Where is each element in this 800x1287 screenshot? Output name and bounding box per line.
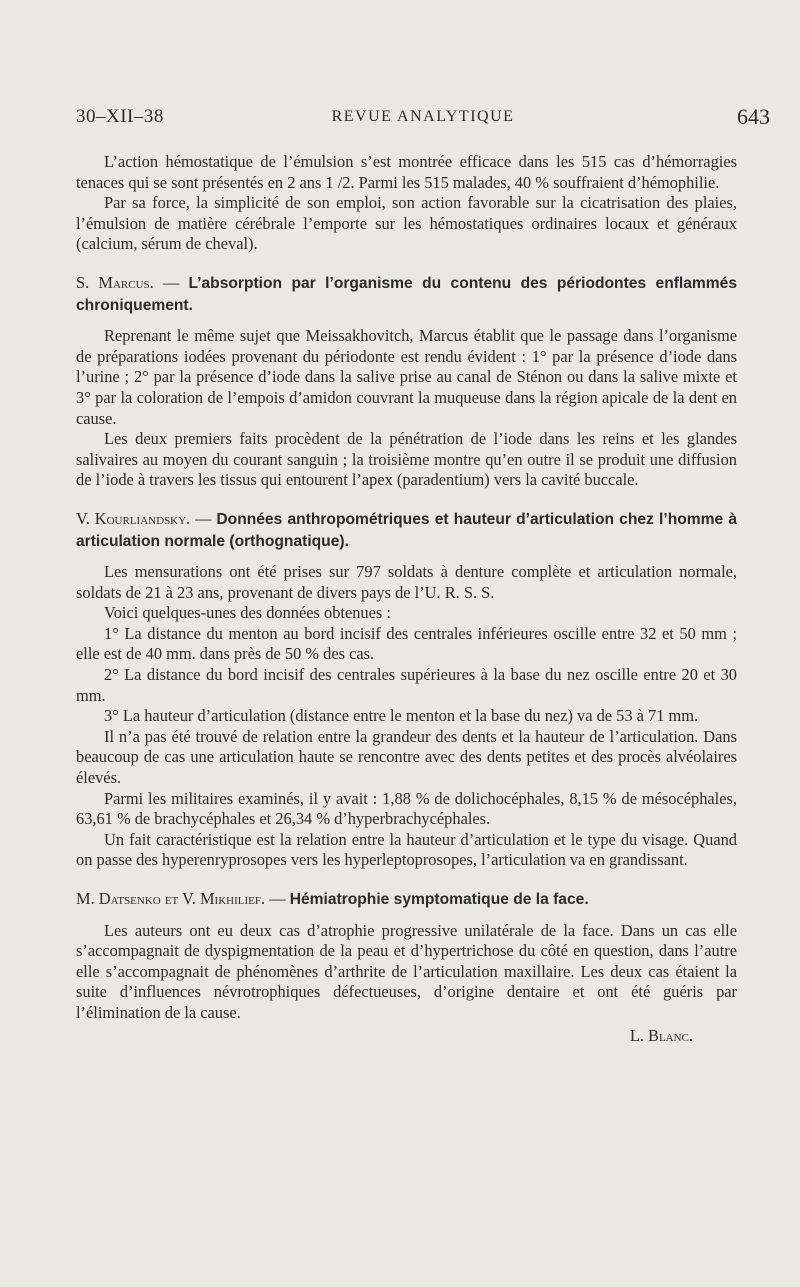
paragraph: 2° La distance du bord incisif des centrales supérieures à la base du nez oscille entre 20 et 30 mm.: [76, 665, 737, 705]
paragraph: Un fait caractéristique est la relation entre la hauteur d’articulation et le type du visage. Quand on passe des hyperenryprosopes vers les hyperleptoprosopes, l’articulation va en grandissant.: [76, 829, 737, 870]
article-author: M. Datsenko et V. Mikhilief.: [76, 889, 266, 908]
paragraph: Par sa force, la simplicité de son emploi, son action favorable sur la cicatrisation des plaies, l’émulsion de matière cérébrale l’emporte sur les hémostatiques ordinaires locaux et généraux (calcium, sérum de cheval).: [76, 193, 737, 254]
article-body: [76, 152, 737, 1046]
paragraph: 3° La hauteur d’articulation (distance entre le menton et la base du nez) va de 53 à 71 mm.: [104, 706, 699, 726]
intro-section: [76, 152, 737, 255]
page-number: 643: [737, 104, 770, 129]
paragraph: Parmi les militaires examinés, il y avait : 1,88 % de dolichocéphales, 8,15 % de mésocéphales, 63,61 % de brachycéphales et 26,34 % d’hyperbrachycéphales.: [76, 788, 737, 829]
paragraph: Les deux premiers faits procèdent de la pénétration de l’iode dans les reins et les glandes salivaires au moyen du courant sanguin ; la troisième montre qu’en outre il se produit une diffusion de l’iode à travers les tissus qui entourent l’apex (paradentium) vers la cavité buccale.: [76, 429, 737, 490]
article-kourliandsky: [76, 509, 737, 871]
signature: L. Blanc.: [629, 1025, 693, 1045]
paragraph: 1° La distance du menton au bord incisif des centrales inférieures oscille entre 32 et 50 mm ; elle est de 40 mm. dans près de 50 % des cas.: [76, 623, 737, 664]
paragraph: Les mensurations ont été prises sur 797 soldats à denture complète et articulation normale, soldats de 21 à 23 ans, provenant de divers pays de l’U. R. S. S.: [76, 562, 737, 602]
article-author: V. Kourliandsky.: [76, 508, 191, 528]
header-journal-title: REVUE ANALYTIQUE: [331, 108, 515, 125]
article-datsenko: [76, 889, 737, 1046]
paragraph: Les auteurs ont eu deux cas d’atrophie progressive unilatérale de la face. Dans un cas elle s’accompagnait de dyspigmentation de la peau et d’hypertrichose du côté en question, dans l’autre elle s’accompagnait de phénomènes d’arthrite de l’articulation maxillaire. Les deux cas étaient la suite d’influences névrotrophiques défectueuses, d’origine dentaire et ont été guéris par l’élimination de la cause.: [76, 920, 737, 1022]
article-title: L’absorption par l’organisme du contenu des périodontes enflammés chroniquement.: [76, 274, 737, 314]
running-header: [76, 104, 770, 134]
article-heading: S. Marcus. — L’absorption par l’organisme du contenu des périodontes enflammés chroniquement.: [76, 272, 737, 314]
article-marcus: [76, 273, 737, 491]
paragraph: L’action hémostatique de l’émulsion s’est montrée efficace dans les 515 cas d’hémorragies tenaces qui se sont présentés en 2 ans 1 /2. Parmi les 515 malades, 40 % souffraient d’hémophilie.: [76, 152, 737, 192]
paragraph: Reprenant le même sujet que Meissakhovitch, Marcus établit que le passage dans l’organisme de préparations iodées provenant du périodonte est rendu évident : 1° par la présence d’iode dans l’urine ; 2° par la présence d’iode dans la salive prise au canal de Sténon ou dans la salive mixte et 3° par la coloration de l’empois d’amidon couvrant la muqueuse dans la région apicale de la dent en cause.: [76, 326, 737, 428]
article-heading: M. Datsenko et V. Mikhilief. — Hémiatrophie symptomatique de la face.: [76, 889, 589, 908]
article-title: Hémiatrophie symptomatique de la face.: [289, 891, 589, 908]
article-title: Données anthropométriques et hauteur d’articulation chez l’homme à articulation normale (orthognatique).: [76, 510, 737, 550]
article-author: S. Marcus.: [76, 272, 154, 292]
paragraph: Voici quelques-unes des données obtenues :: [104, 603, 391, 623]
header-date: 30–XII–38: [76, 106, 164, 127]
paragraph: Il n’a pas été trouvé de relation entre la grandeur des dents et la hauteur de l’articulation. Dans beaucoup de cas une articulation haute se rencontre avec des dents petites et des procès alvéolaires élevés.: [76, 726, 737, 788]
article-heading: V. Kourliandsky. — Données anthropométriques et hauteur d’articulation chez l’homme à articulation normale (orthognatique).: [76, 508, 737, 550]
